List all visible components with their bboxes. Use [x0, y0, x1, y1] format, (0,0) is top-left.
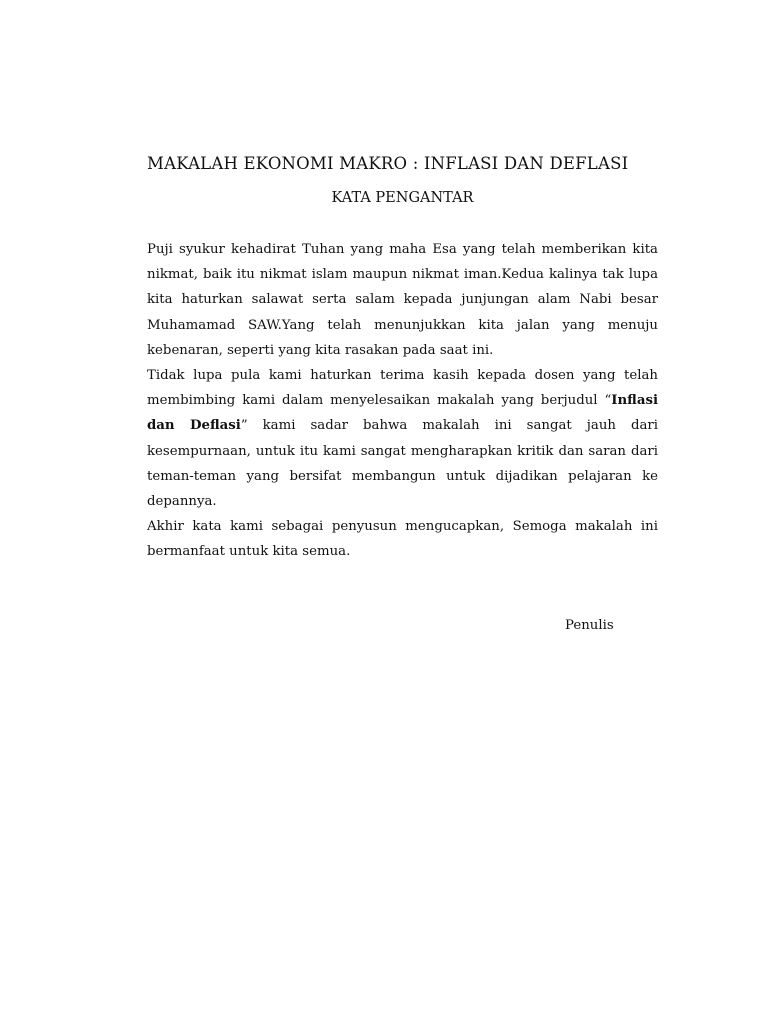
section-heading: KATA PENGANTAR: [331, 190, 474, 206]
paragraph-1: Puji syukur kehadirat Tuhan yang maha Esa yang telah memberikan kita nikmat, baik itu nikmat islam maupun nikmat iman.Kedua kalinya tak lupa kita haturkan salawat serta salam kepada junjungan alam Nabi besar Muhamamad SAW.Yang telah menunjukkan kita jalan yang menuju kebenaran, seperti yang kita rasakan pada saat ini.: [147, 242, 658, 358]
document-title: MAKALAH EKONOMI MAKRO : INFLASI DAN DEFLASI: [147, 154, 629, 173]
paragraph-2-text-after: ” kami sadar bahwa makalah ini sangat jauh dari kesempurnaan, untuk itu kami sangat mengharapkan kritik dan saran dari teman-teman yang bersifat membangun untuk dijadikan pelajaran ke depannya.: [147, 418, 658, 510]
paragraph-2-bold-title: Inflasi dan Deflasi: [147, 393, 658, 434]
signature-label: Penulis: [565, 618, 614, 633]
body-text: [147, 237, 658, 565]
paragraph-2-text-before: Tidak lupa pula kami haturkan terima kasih kepada dosen yang telah membimbing kami dalam menyelesaikan makalah yang berjudul “: [147, 368, 658, 409]
paragraph-3: Akhir kata kami sebagai penyusun mengucapkan, Semoga makalah ini bermanfaat untuk kita semua.: [147, 519, 658, 560]
paragraph-2: [147, 363, 658, 514]
